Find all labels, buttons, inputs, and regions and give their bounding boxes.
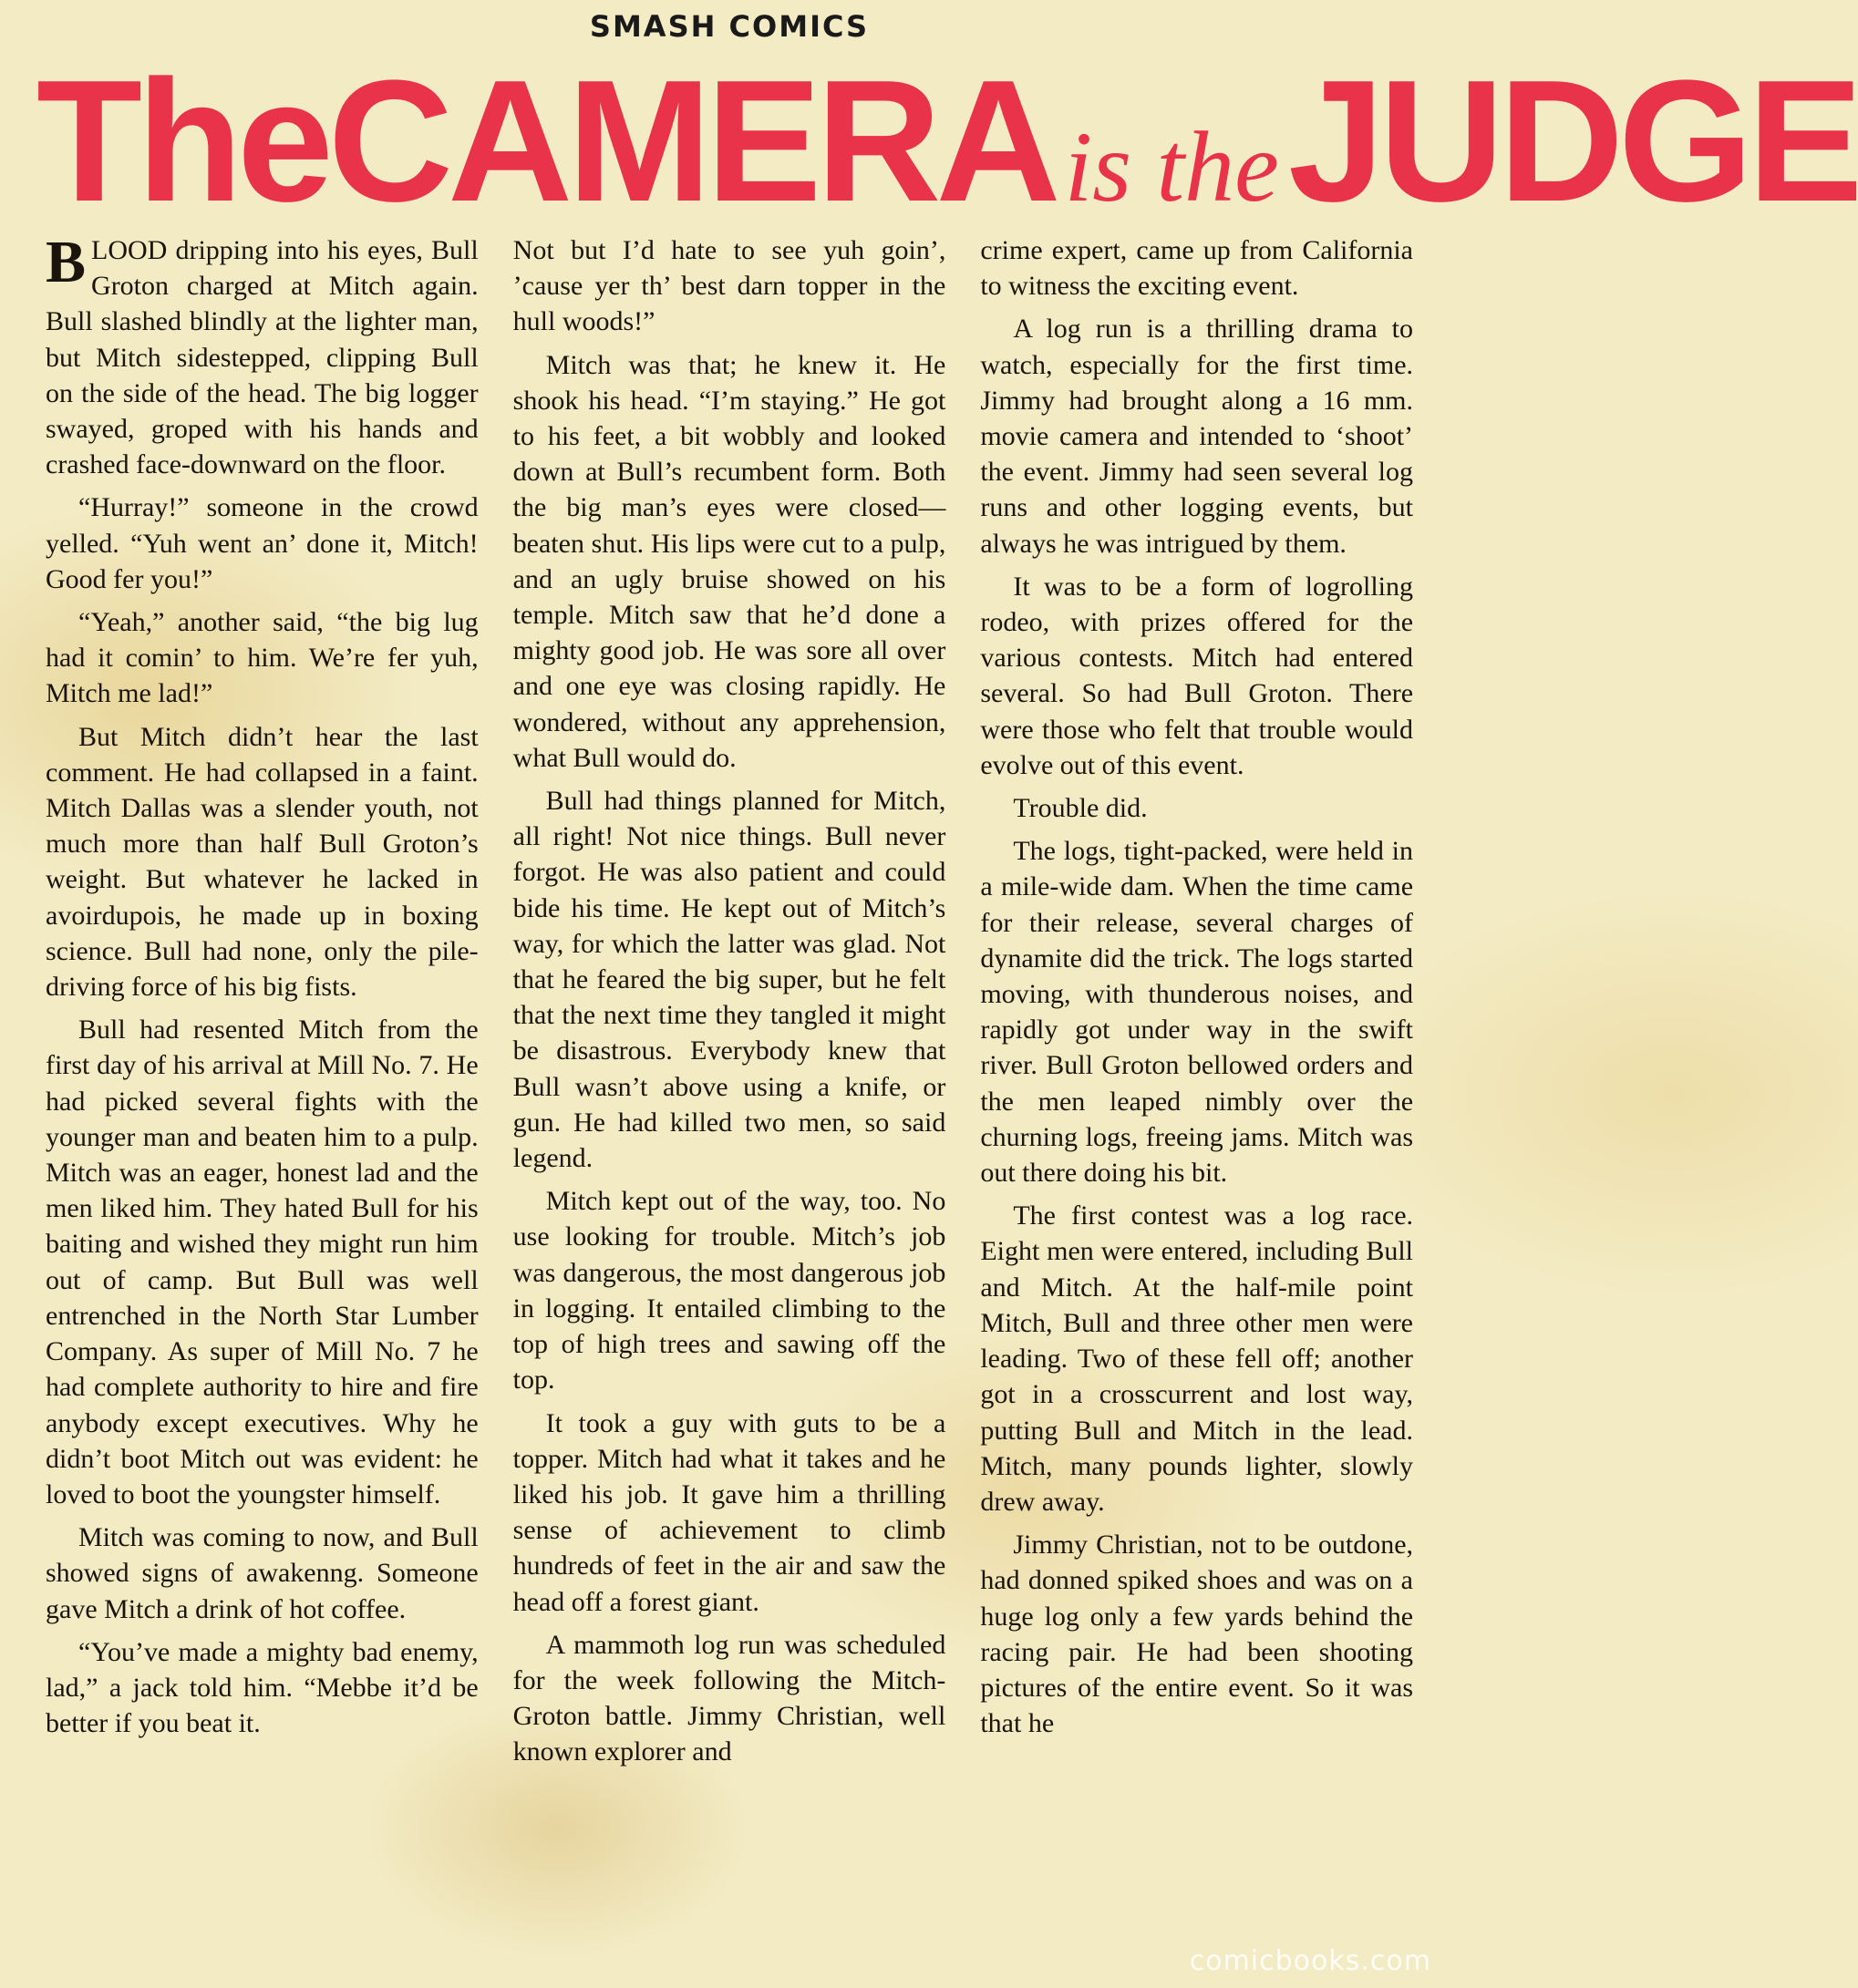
paragraph: Mitch kept out of the way, too. No use looking for trouble. Mitch’s job was dangerous, the most dangerous job in logging. It entailed climbing to the top of high trees and sawing off the top. bbox=[512, 1186, 946, 1396]
paragraph: “Hurray!” someone in the crowd yelled. “Yuh went an’ done it, Mitch! Good fer you!” bbox=[46, 492, 479, 594]
paragraph: Jimmy Christian, not to be outdone, had donned spiked shoes and was on a huge log only a few yards behind the racing pair. He had been shooting pictures of the entire event. So it was that he bbox=[980, 1530, 1414, 1739]
story-columns bbox=[46, 229, 1414, 1946]
title-part-camera: CAMERA bbox=[327, 45, 1056, 238]
drop-cap: B bbox=[46, 229, 87, 295]
paragraph: Mitch was coming to now, and Bull showed signs of awakenng. Someone gave Mitch a drink of hot coffee. bbox=[46, 1522, 479, 1624]
paragraph: Not but I’d hate to see yuh goin’, ’cause yer th’ best darn topper in the hull woods!” bbox=[512, 235, 946, 337]
paragraph: Bull had things planned for Mitch, all right! Not nice things. Bull never forgot. He was also patient and could bide his time. He kept out of Mitch’s way, for which the latter was glad. Not that he feared the big super, but he felt that the next time they tangled it might be disastrous. Everybody knew that Bull wasn’t above using a knife, or gun. He had killed two men, so said legend. bbox=[512, 786, 946, 1174]
paragraph: It was to be a form of logrolling rodeo, with prizes offered for the various contests. Mitch had entered several. So had Bull Groton. There were those who felt that trouble would evolve out of this event. bbox=[980, 571, 1414, 780]
paragraph: “Yeah,” another said, “the big lug had it comin’ to him. We’re fer yuh, Mitch me lad!” bbox=[46, 607, 479, 709]
paragraph: Trouble did. bbox=[1013, 793, 1148, 824]
paragraph: BLOOD dripping into his eyes, Bull Groton charged at Mitch again. Bull slashed blindly at the lighter man, but Mitch sidestepped, clipping Bull on the side of the head. The big logger swayed, groped with his hands and crashed face-downward on the floor. bbox=[46, 229, 479, 480]
paragraph: crime expert, came up from California to witness the exciting event. bbox=[980, 235, 1414, 302]
story-title bbox=[36, 45, 1858, 238]
paragraph: The first contest was a log race. Eight men were entered, including Bull and Mitch. At the half-mile point Mitch, Bull and three other men were leading. Two of these fell off; another got in a crosscurrent and lost way, putting Bull and Mitch in the lead. Mitch, many pounds lighter, slowly drew away. bbox=[980, 1200, 1414, 1517]
title-part-is-the: is the bbox=[1064, 111, 1279, 222]
paragraph: But Mitch didn’t hear the last comment. He had collapsed in a faint. Mitch Dallas was a slender youth, not much more than half Bull Groton’s weight. But whatever he lacked in avoirdupois, he made up in boxing science. Bull had none, only the piledriving force of his big fists. bbox=[46, 721, 479, 1003]
title-part-the: The bbox=[36, 45, 328, 238]
column-3 bbox=[980, 232, 1413, 1946]
column-1 bbox=[46, 229, 479, 1946]
paragraph: A mammoth log run was scheduled for the week following the Mitch-Groton battle. Jimmy Christian, well known explorer and bbox=[512, 1629, 946, 1767]
magazine-header: SMASH COMICS bbox=[589, 9, 870, 44]
watermark: comicbooks.com bbox=[1189, 1945, 1431, 1977]
paragraph: The logs, tight-packed, were held in a mile-wide dam. When the time came for their release, several charges of dynamite did the trick. The logs started moving, with thunderous noises, and rapidly got under way in the swift river. Bull Groton bellowed orders and the men leaped nimbly over the churning logs, freeing jams. Mitch was out there doing his bit. bbox=[980, 836, 1414, 1189]
paragraph: Bull had resented Mitch from the first day of his arrival at Mill No. 7. He had picked several fights with the younger man and beaten him to a pulp. Mitch was an eager, honest lad and the men liked him. They hated Bull for his baiting and wished they might run him out of camp. But Bull was well entrenched in the North Star Lumber Company. As super of Mill No. 7 he had complete authority to hire and fire anybody except executives. Why he didn’t boot Mitch out was evident: he loved to boot the youngster himself. bbox=[46, 1015, 479, 1509]
column-2 bbox=[513, 232, 946, 1946]
paragraph: A log run is a thrilling drama to watch, especially for the first time. Jimmy had brought along a 16 mm. movie camera and intended to ‘shoot’ the event. Jimmy had seen several log runs and other logging events, but always he was intrigued by them. bbox=[980, 314, 1414, 559]
title-part-judge: JUDGE bbox=[1287, 45, 1858, 238]
paragraph: Mitch was that; he knew it. He shook his head. “I’m staying.” He got to his feet, a bit wobbly and looked down at Bull’s recumbent form. Both the big man’s eyes were closed—beaten shut. His lips were cut to a pulp, and an ugly bruise showed on his temple. Mitch saw that he’d done a mighty good job. He was sore all over and one eye was closing rapidly. He wondered, without any apprehension, what Bull would do. bbox=[512, 349, 946, 773]
paragraph: It took a guy with guts to be a topper. Mitch had what it takes and he liked his job. It gave him a thrilling sense of achievement to climb hundreds of feet in the air and saw the head off a forest giant. bbox=[512, 1407, 946, 1617]
paragraph: “You’ve made a mighty bad enemy, lad,” a jack told him. “Mebbe it’d be better if you beat it. bbox=[46, 1636, 479, 1739]
